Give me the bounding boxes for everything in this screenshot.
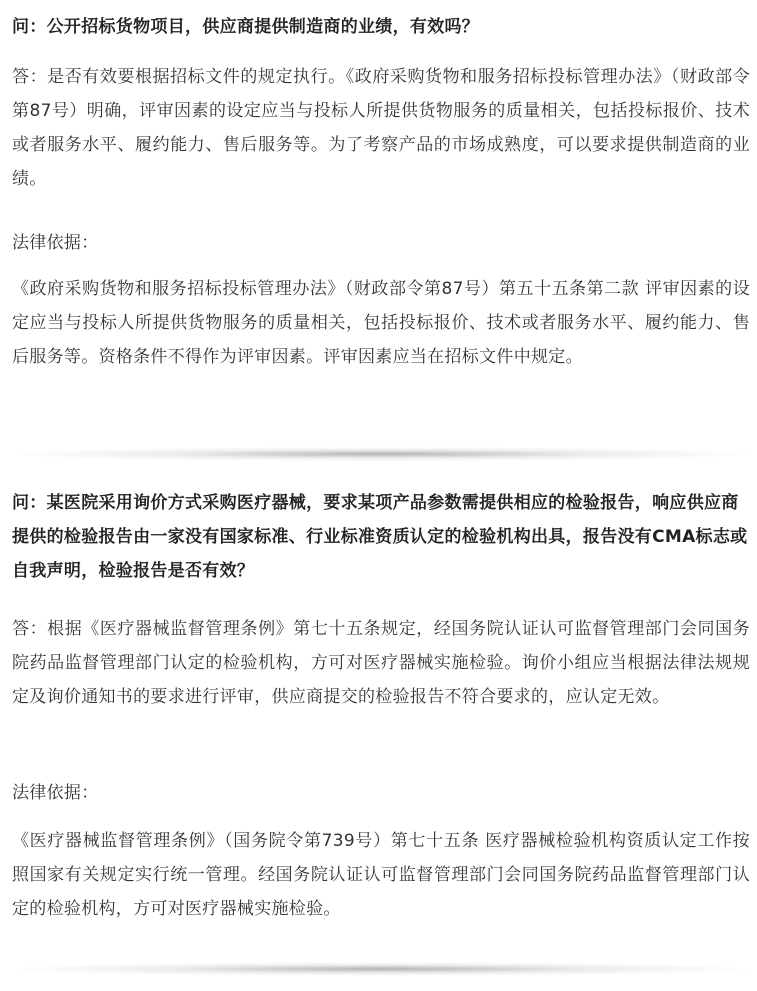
- answer-1: 答：是否有效要根据招标文件的规定执行。《政府采购货物和服务招标投标管理办法》（财政部令第87号）明确，评审因素的设定应当与投标人所提供货物服务的质量相关，包括投标报价、技术或者服务水平、履约能力、售后服务等。为了考察产品的市场成熟度，可以要求提供制造商的业绩。: [12, 67, 750, 189]
- legal-basis-text-2: 《医疗器械监督管理条例》（国务院令第739号）第七十五条 医疗器械检验机构资质认定工作按照国家有关规定实行统一管理。经国务院认证认可监督管理部门会同国务院药品监督管理部门认定的检验机构，方可对医疗器械实施检验。: [12, 831, 750, 919]
- legal-basis-label-2: 法律依据：: [12, 783, 99, 803]
- section-divider: [12, 962, 750, 976]
- legal-basis-text-1: 《政府采购货物和服务招标投标管理办法》（财政部令第87号）第五十五条第二款 评审因素的设定应当与投标人所提供货物服务的质量相关，包括投标报价、技术或者服务水平、履约能力、售后服务等。资格条件不得作为评审因素。评审因素应当在招标文件中规定。: [12, 279, 750, 367]
- section-divider: [12, 447, 750, 461]
- legal-basis-label-1: 法律依据：: [12, 233, 99, 253]
- answer-2: 答：根据《医疗器械监督管理条例》第七十五条规定，经国务院认证认可监督管理部门会同国务院药品监督管理部门认定的检验机构，方可对医疗器械实施检验。询价小组应当根据法律法规规定及询价通知书的要求进行评审，供应商提交的检验报告不符合要求的，应认定无效。: [12, 619, 750, 707]
- question-1: 问：公开招标货物项目，供应商提供制造商的业绩，有效吗？: [12, 17, 480, 37]
- question-2: 问：某医院采用询价方式采购医疗器械，要求某项产品参数需提供相应的检验报告，响应供应商提供的检验报告由一家没有国家标准、行业标准资质认定的检验机构出具，报告没有CMA标志或自我声明，检验报告是否有效？: [12, 493, 748, 581]
